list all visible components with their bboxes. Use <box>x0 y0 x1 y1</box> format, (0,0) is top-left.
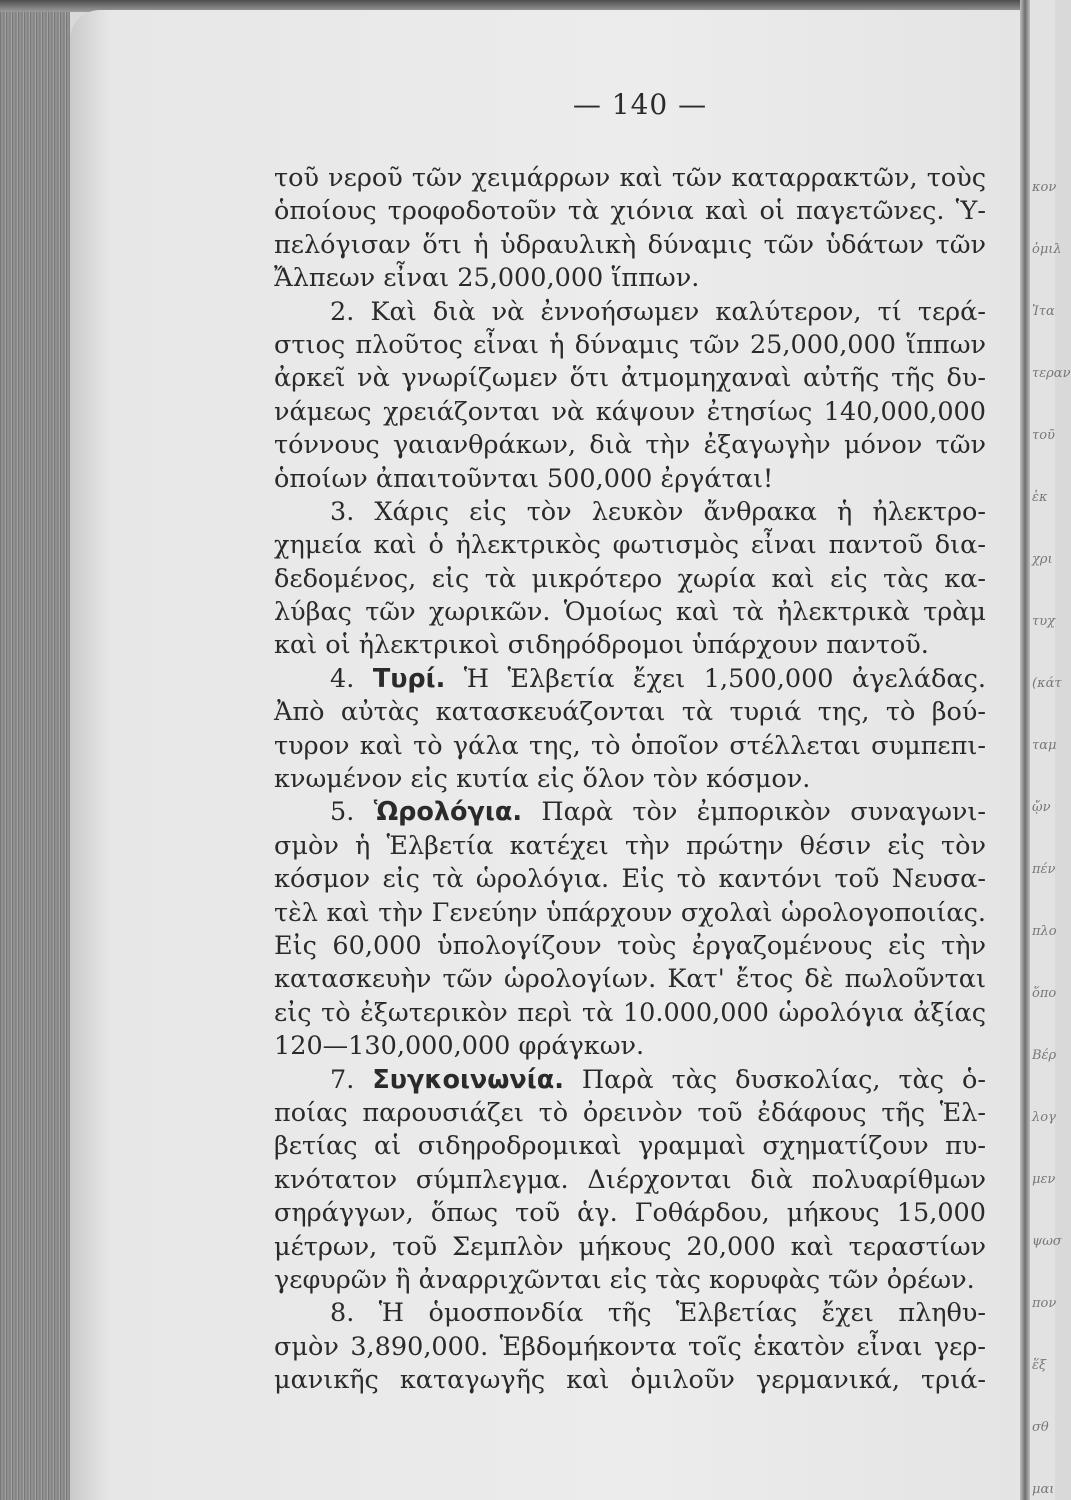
text-line <box>274 1164 986 1197</box>
text-run: τυρον καὶ τὸ γάλα της, τὸ ὁποῖον στέλλεται συμπεπι- <box>274 730 986 761</box>
text-run: κόσμον εἰς τὰ ὡρολόγια. Εἰς τὸ καντόνι τοῦ Νευσα- <box>274 864 986 895</box>
text-run: πελόγισαν ὅτι ἡ ὑδραυλικὴ δύναμις τῶν ὑδάτων τῶν <box>274 229 986 260</box>
text-run: σηράγγων, ὅπως τοῦ ἁγ. Γοθάρδου, μήκους 15,000 <box>274 1198 986 1229</box>
text-run: Παρὰ τὸν ἐμπορικὸν συναγωνι- <box>522 797 987 828</box>
text-line <box>274 663 986 696</box>
text-line <box>274 529 986 562</box>
text-line <box>274 1364 986 1397</box>
text-run: 7. <box>330 1064 373 1095</box>
text-line <box>274 162 986 195</box>
book-edge-left <box>0 0 70 1500</box>
adjacent-page-fragment: (κάτ <box>1032 676 1062 691</box>
text-run: μανικῆς καταγωγῆς καὶ ὁμιλοῦν γερμανικά, τριά- <box>274 1365 986 1396</box>
adjacent-page-fragment: ὁμιλ <box>1032 242 1062 257</box>
text-line <box>274 1297 986 1330</box>
text-run: εἰς τὸ ἐξωτερικὸν περὶ τὰ 10.000,000 ὡρολόγια ἀξίας <box>274 997 986 1028</box>
adjacent-page-fragment: τοῦ <box>1032 428 1055 443</box>
text-line <box>274 1331 986 1364</box>
text-run: καὶ οἱ ἠλεκτρικοὶ σιδηρόδρομοι ὑπάρχουν παντοῦ. <box>274 630 929 661</box>
text-run: Ἀπὸ αὐτὰς κατασκευάζονται τὰ τυριά της, τὸ βού- <box>274 697 986 728</box>
text-run: Ἄλπεων εἶναι 25,000,000 ἵππων. <box>274 263 700 294</box>
adjacent-page-fragment: μεν <box>1032 1172 1056 1187</box>
text-line <box>274 730 986 763</box>
adjacent-page-fragment: τυχ <box>1032 614 1055 629</box>
text-line <box>274 1264 986 1297</box>
text-line <box>274 329 986 362</box>
text-line <box>274 629 986 662</box>
adjacent-page-fragment: μαι <box>1032 1482 1055 1497</box>
text-line <box>274 963 986 996</box>
text-run: λύβας τῶν χωρικῶν. Ὁμοίως καὶ τὰ ἠλεκτρικὰ τρὰμ <box>274 597 986 628</box>
text-run: νάμεως χρειάζονται νὰ κάψουν ἐτησίως 140,000,000 <box>274 396 986 427</box>
text-run: Εἰς 60,000 ὑπολογίζουν τοὺς ἐργαζομένους εἰς τὴν <box>274 930 986 961</box>
page-number: — 140 — <box>572 88 708 121</box>
text-run: 2. Καὶ διὰ νὰ ἐννοήσωμεν καλύτερον, τί τερά- <box>330 296 986 327</box>
text-run: ἀρκεῖ νὰ γνωρίζωμεν ὅτι ἀτμομηχαναὶ αὐτῆς τῆς δυ- <box>274 363 986 394</box>
adjacent-page-fragment: πον <box>1032 1296 1057 1311</box>
body-text <box>274 162 986 1397</box>
text-run: κατασκευὴν τῶν ὡρολογίων. Κατ' ἔτος δὲ πωλοῦνται <box>274 964 986 995</box>
text-line <box>274 1097 986 1130</box>
adjacent-page-fragment: λογ <box>1032 1110 1056 1125</box>
text-run: ποίας παρουσιάζει τὸ ὀρεινὸν τοῦ ἐδάφους τῆς Ἑλ- <box>274 1097 986 1128</box>
text-line <box>274 362 986 395</box>
adjacent-page-fragment: Βέρ <box>1032 1048 1057 1063</box>
book-gutter <box>1020 0 1030 1500</box>
text-run: 4. <box>330 663 373 694</box>
text-run: μέτρων, τοῦ Σεμπλὸν μήκους 20,000 καὶ τεραστίων <box>274 1231 986 1262</box>
adjacent-page-fragment: Ἰτα <box>1032 304 1055 319</box>
adjacent-page-fragment: ἑκ <box>1032 490 1048 505</box>
text-line <box>274 1064 986 1097</box>
text-run: σμὸν ἡ Ἑλβετία κατέχει τὴν πρώτην θέσιν εἰς τὸν <box>274 830 986 861</box>
adjacent-page-fragment: σθ <box>1032 1420 1049 1435</box>
text-line <box>274 563 986 596</box>
text-run: στιος πλοῦτος εἶναι ἡ δύναμις τῶν 25,000,000 ἵππων <box>274 329 986 360</box>
text-run: χημεία καὶ ὁ ἠλεκτρικὸς φωτισμὸς εἶναι παντοῦ δια- <box>274 530 986 561</box>
text-line <box>274 1197 986 1230</box>
adjacent-page-fragment: χρι <box>1032 552 1053 567</box>
text-line <box>274 1130 986 1163</box>
text-line <box>274 1231 986 1264</box>
text-run: Ἡ Ἑλβετία ἔχει 1,500,000 ἀγελάδας. <box>445 663 987 694</box>
text-run: τόννους γαιανθράκων, διὰ τὴν ἐξαγωγὴν μόνον τῶν <box>274 430 986 461</box>
text-run: σμὸν 3,890,000. Ἑβδομήκοντα τοῖς ἑκατὸν εἶναι γερ- <box>274 1331 986 1362</box>
text-run: ὁποίων ἀπαιτοῦνται 500,000 ἐργάται! <box>274 463 774 494</box>
adjacent-page-fragment: ᾤν <box>1032 800 1051 815</box>
section-heading: Ὡρολόγια. <box>373 797 523 828</box>
text-line <box>274 897 986 930</box>
adjacent-page-fragment: πλο <box>1032 924 1057 939</box>
adjacent-page-fragment: τεραν <box>1032 366 1071 381</box>
text-run: τὲλ καὶ τὴν Γενεύην ὑπάρχουν σχολαὶ ὡρολογοποιίας. <box>274 897 986 928</box>
text-line <box>274 596 986 629</box>
text-line <box>274 496 986 529</box>
text-run: δεδομένος, εἰς τὰ μικρότερο χωρία καὶ εἰς τὰς κα- <box>274 563 986 594</box>
text-line <box>274 796 986 829</box>
section-heading: Τυρί. <box>372 663 446 694</box>
text-line <box>274 463 986 496</box>
text-line <box>274 830 986 863</box>
text-line <box>274 930 986 963</box>
section-heading: Συγκοινωνία. <box>372 1064 564 1095</box>
adjacent-page-fragment: ὅπο <box>1032 986 1057 1001</box>
text-run: τοῦ νεροῦ τῶν χειμάρρων καὶ τῶν καταρρακτῶν, τοὺς <box>274 163 986 193</box>
text-run: 3. Χάρις εἰς τὸν λευκὸν ἄνθρακα ἡ ἠλεκτρο- <box>330 496 986 527</box>
text-line <box>274 195 986 228</box>
text-run: κνωμένον εἰς κυτία εἰς ὅλον τὸν κόσμον. <box>274 764 811 795</box>
text-line <box>274 229 986 262</box>
adjacent-page-fragment: πέν <box>1032 862 1056 877</box>
adjacent-page-fragment: ἕξ <box>1032 1358 1047 1373</box>
text-line <box>274 429 986 462</box>
text-run: 120—130,000,000 φράγκων. <box>274 1031 645 1062</box>
text-run: γεφυρῶν ἢ ἀναρριχῶνται εἰς τὰς κορυφὰς τῶν ὀρέων. <box>274 1264 975 1295</box>
text-line <box>274 696 986 729</box>
adjacent-page-fragment: ψωσ <box>1032 1234 1062 1249</box>
text-line <box>274 863 986 896</box>
adjacent-page-fragment: κον <box>1032 180 1057 195</box>
text-line <box>274 296 986 329</box>
text-run: κνότατον σύμπλεγμα. Διέρχονται διὰ πολυαρίθμων <box>274 1164 986 1195</box>
text-run: ὁποίους τροφοδοτοῦν τὰ χιόνια καὶ οἱ παγετῶνες. Ὑ- <box>274 196 986 227</box>
text-line <box>274 997 986 1030</box>
text-run: βετίας αἱ σιδηροδρομικαὶ γραμμαὶ σχηματίζουν πυ- <box>274 1131 986 1162</box>
text-line <box>274 763 986 796</box>
text-line <box>274 1030 986 1063</box>
adjacent-page-strip <box>1030 0 1071 1500</box>
text-run: 8. Ἡ ὁμοσπονδία τῆς Ἑλβετίας ἔχει πληθυ- <box>330 1298 986 1329</box>
adjacent-page-fragment: ταμ <box>1032 738 1057 753</box>
text-run: 5. <box>330 797 374 828</box>
text-run: Παρὰ τὰς δυσκολίας, τὰς ὁ- <box>563 1064 987 1095</box>
text-line <box>274 262 986 295</box>
text-line <box>274 396 986 429</box>
